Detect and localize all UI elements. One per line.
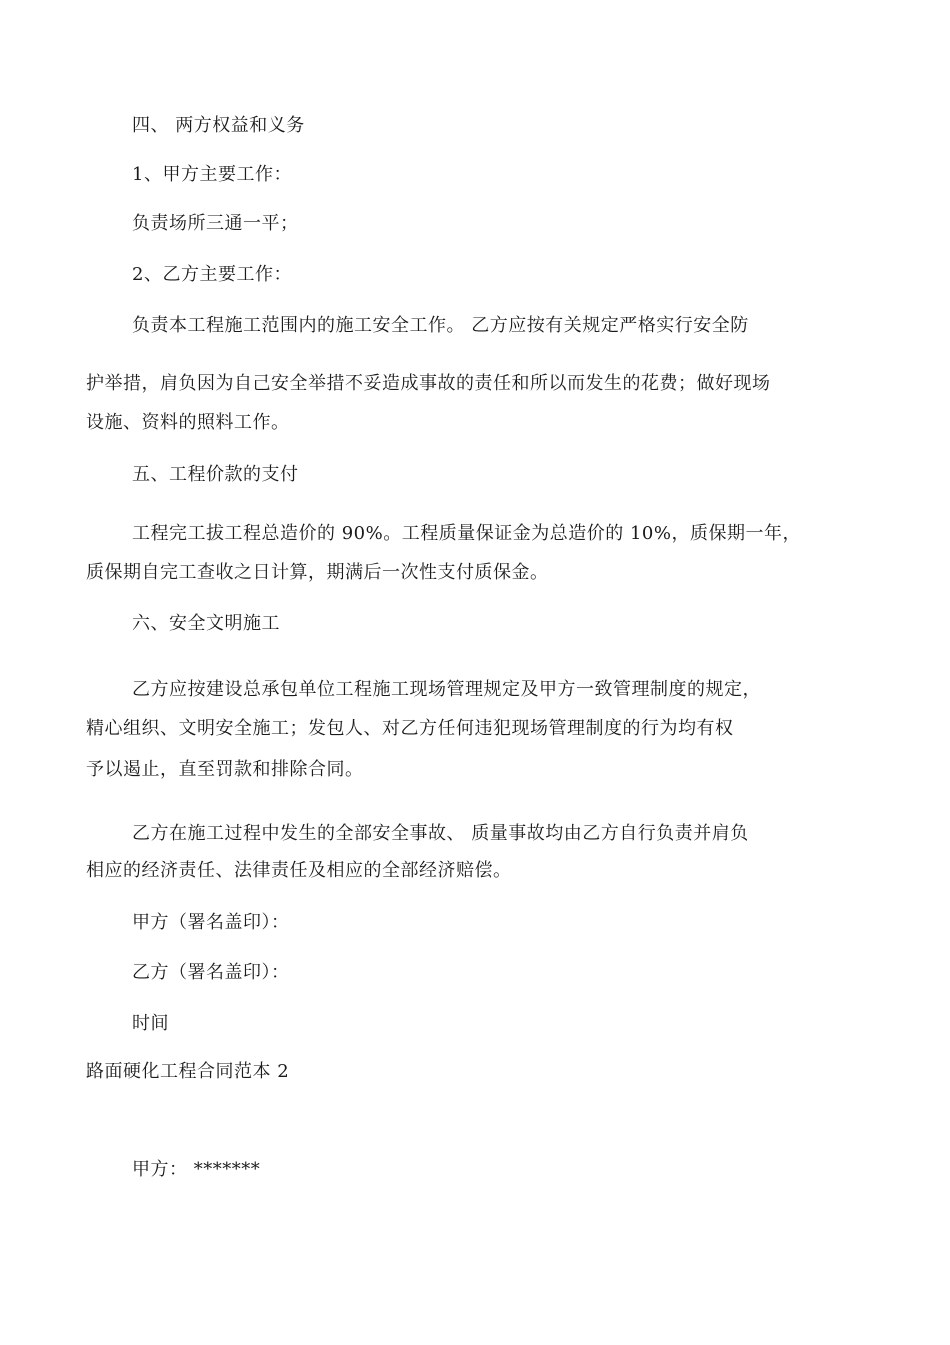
section-5-body-line-1: 工程完工拔工程总造价的 90%。工程质量保证金为总造价的 10%，质保期一年， (132, 523, 801, 544)
item-2-body-line-1: 负责本工程施工范围内的施工安全工作。 乙方应按有关规定严格实行安全防 (132, 315, 749, 336)
section-5-heading: 五、工程价款的支付 (132, 464, 299, 485)
item-1-title: 1、甲方主要工作： (132, 164, 292, 185)
section-6-para-1-line-3: 予以遏止，直至罚款和排除合同。 (86, 759, 364, 780)
item-1-body: 负责场所三通一平； (132, 213, 299, 234)
section-6-para-1-line-1: 乙方应按建设总承包单位工程施工现场管理规定及甲方一致管理制度的规定， (132, 679, 761, 700)
next-document-party-a: 甲方： ******* (132, 1159, 261, 1180)
section-6-para-1-line-2: 精心组织、文明安全施工；发包人、对乙方任何违犯现场管理制度的行为均有权 (86, 718, 734, 739)
section-4-heading: 四、 两方权益和义务 (132, 115, 305, 136)
party-a-signature: 甲方（署名盖印）： (132, 912, 290, 933)
section-5-body-line-2: 质保期自完工查收之日计算，期满后一次性支付质保金。 (86, 562, 549, 583)
section-6-heading: 六、安全文明施工 (132, 613, 280, 634)
item-2-title: 2、乙方主要工作： (132, 264, 292, 285)
signature-time: 时间 (132, 1013, 169, 1034)
item-2-body-line-2: 护举措，肩负因为自己安全举措不妥造成事故的责任和所以而发生的花费；做好现场 (86, 373, 771, 394)
section-6-para-2-line-1: 乙方在施工过程中发生的全部安全事故、 质量事故均由乙方自行负责并肩负 (132, 823, 749, 844)
party-b-signature: 乙方（署名盖印）： (132, 962, 290, 983)
next-document-title: 路面硬化工程合同范本 2 (86, 1061, 290, 1082)
section-6-para-2-line-2: 相应的经济责任、法律责任及相应的全部经济赔偿。 (86, 860, 512, 881)
item-2-body-line-3: 设施、资料的照料工作。 (86, 412, 290, 433)
